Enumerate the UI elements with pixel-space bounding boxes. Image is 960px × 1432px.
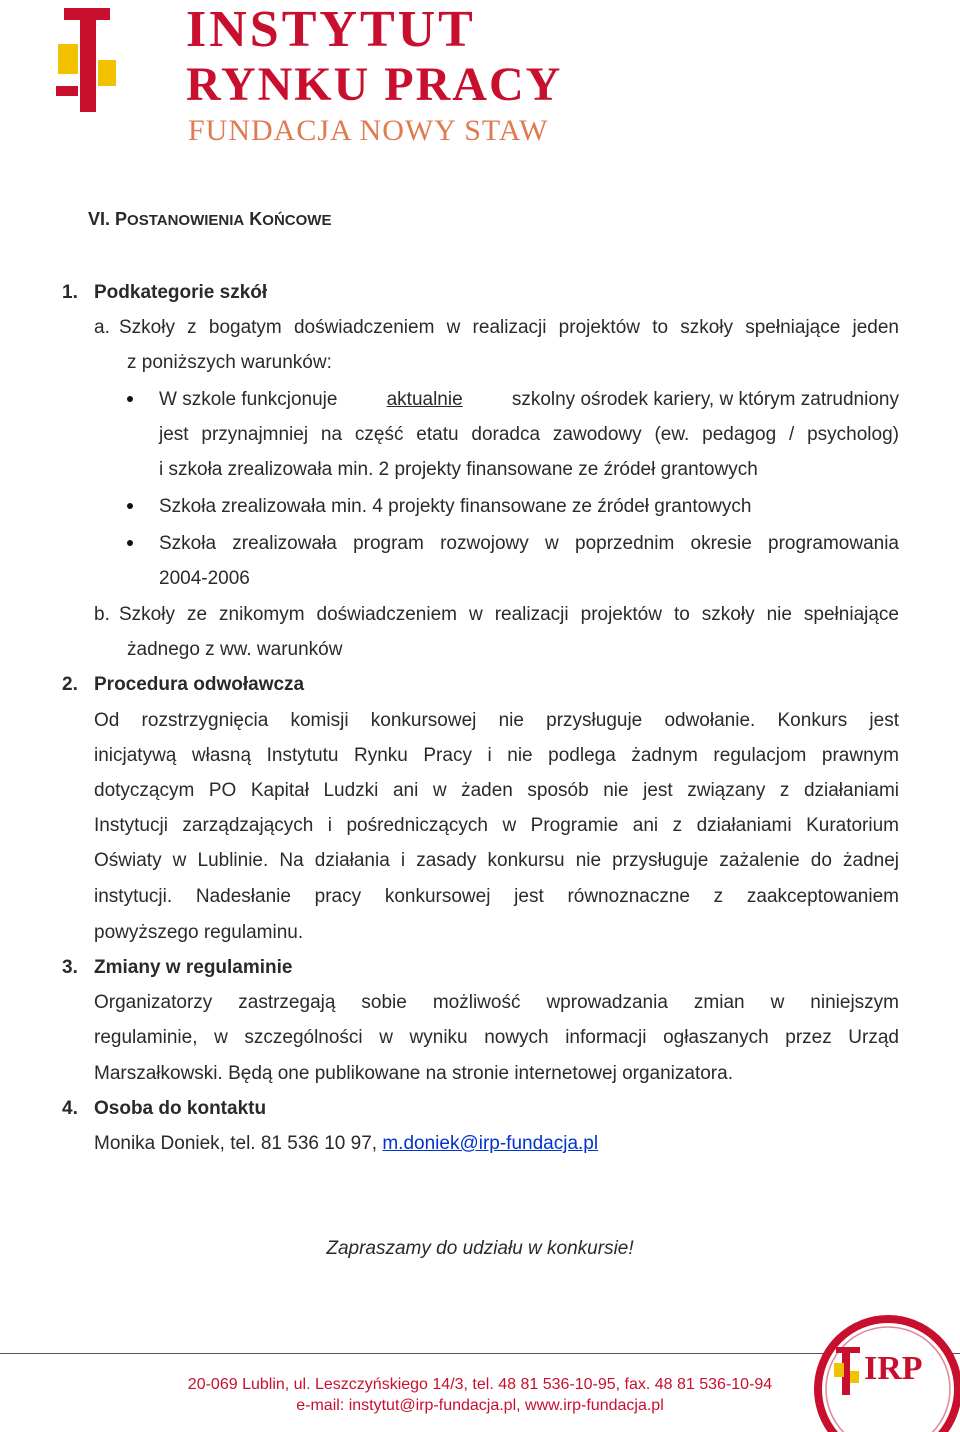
item2-line: Instytucji zarządzających i pośredniczących w Programie ani z działaniami Kuratorium bbox=[94, 815, 899, 836]
item2-heading: Procedura odwoławcza bbox=[94, 674, 305, 695]
bullet1-pre: W szkole funkcjonuje bbox=[159, 389, 338, 410]
bullet3-line1: Szkoła zrealizowała program rozwojowy w poprzednim okresie programowania bbox=[159, 533, 899, 554]
bullet1-post: szkolny ośrodek kariery, w którym zatrudniony bbox=[511, 389, 899, 410]
item1a-line1: Szkoły z bogatym doświadczeniem w realizacji projektów to szkoły spełniające jeden bbox=[119, 317, 899, 338]
item1b-line2: żadnego z ww. warunków bbox=[127, 639, 343, 660]
item3-line: regulaminie, w szczególności w wyniku nowych informacji ogłaszanych przez Urząd bbox=[94, 1027, 899, 1048]
item2-number: 2. bbox=[62, 674, 78, 695]
section-title-k: K bbox=[249, 209, 263, 229]
item1b-line1: Szkoły ze znikomym doświadczeniem w realizacji projektów to szkoły nie spełniające bbox=[119, 604, 899, 625]
item2-line: dotyczącym PO Kapitał Ludzki ani w żaden sposób nie jest związany z działaniami bbox=[94, 780, 899, 801]
contact-text: Monika Doniek, tel. 81 536 10 97, bbox=[94, 1133, 378, 1154]
section-roman: VI. bbox=[88, 209, 111, 229]
logo-title-line1: INSTYTUT bbox=[186, 1, 476, 58]
footer-contact: e-mail: instytut@irp-fundacja.pl, www.irp-fundacja.pl bbox=[296, 1397, 664, 1414]
item1a-line2: z poniższych warunków: bbox=[127, 352, 332, 373]
item3-line: Marszałkowski. Będą one publikowane na stronie internetowej organizatora. bbox=[94, 1063, 733, 1084]
section-title-rest2: OŃCOWE bbox=[262, 212, 332, 229]
bullet3-line2: 2004-2006 bbox=[159, 568, 250, 589]
bullet1-line3: i szkoła zrealizowała min. 2 projekty finansowane ze źródeł grantowych bbox=[159, 459, 758, 480]
irp-seal-icon bbox=[812, 1313, 960, 1432]
item3-line: Organizatorzy zastrzegają sobie możliwość wprowadzania zmian w niniejszym bbox=[94, 992, 899, 1013]
item1-number: 1. bbox=[62, 282, 78, 303]
bullet-icon bbox=[127, 396, 133, 402]
bullet1-line1 bbox=[159, 387, 899, 413]
logo-title-line2: RYNKU PRACY bbox=[186, 58, 563, 111]
bullet1-line2: jest przynajmniej na część etatu doradca zawodowy (ew. pedagog / psycholog) bbox=[159, 424, 899, 445]
invitation-text: Zapraszamy do udziału w konkursie! bbox=[326, 1238, 634, 1259]
contact-email-link[interactable]: m.doniek@irp-fundacja.pl bbox=[382, 1133, 599, 1154]
item2-line: instytucji. Nadesłanie pracy konkursowej jest równoznaczne z zaakceptowaniem bbox=[94, 886, 899, 907]
item1a-label: a. bbox=[94, 317, 110, 338]
item2-line: powyższego regulaminu. bbox=[94, 922, 304, 943]
item2-line: Oświaty w Lublinie. Na działania i zasady konkursu nie przysługuje zażalenie do żadnej bbox=[94, 850, 899, 871]
bullet2-line: Szkoła zrealizowała min. 4 projekty finansowane ze źródeł grantowych bbox=[159, 496, 752, 517]
bullet-icon bbox=[127, 540, 133, 546]
item2-line: inicjatywą własną Instytutu Rynku Pracy i nie podlega żadnym regulacjom prawnym bbox=[94, 745, 899, 766]
item1-heading: Podkategorie szkół bbox=[94, 282, 268, 303]
item4-number: 4. bbox=[62, 1098, 78, 1119]
bullet-icon bbox=[127, 503, 133, 509]
section-title bbox=[88, 209, 331, 230]
section-title-rest: OSTANOWIENIA bbox=[127, 212, 245, 229]
item3-heading: Zmiany w regulaminie bbox=[94, 957, 293, 978]
item2-line: Od rozstrzygnięcia komisji konkursowej nie przysługuje odwołanie. Konkurs jest bbox=[94, 710, 899, 731]
logo-subtitle: FUNDACJA NOWY STAW bbox=[188, 114, 549, 147]
bullet1-underlined: aktualnie bbox=[386, 389, 463, 410]
seal-text: IRP bbox=[864, 1350, 923, 1387]
item4-heading: Osoba do kontaktu bbox=[94, 1098, 267, 1119]
section-title-p: P bbox=[115, 209, 128, 229]
logo-mark-icon bbox=[52, 4, 122, 116]
item3-number: 3. bbox=[62, 957, 78, 978]
item1b-label: b. bbox=[94, 604, 110, 625]
footer-address: 20-069 Lublin, ul. Leszczyńskiego 14/3, tel. 48 81 536-10-95, fax. 48 81 536-10-94 bbox=[187, 1376, 773, 1393]
contact-line bbox=[94, 1131, 598, 1157]
